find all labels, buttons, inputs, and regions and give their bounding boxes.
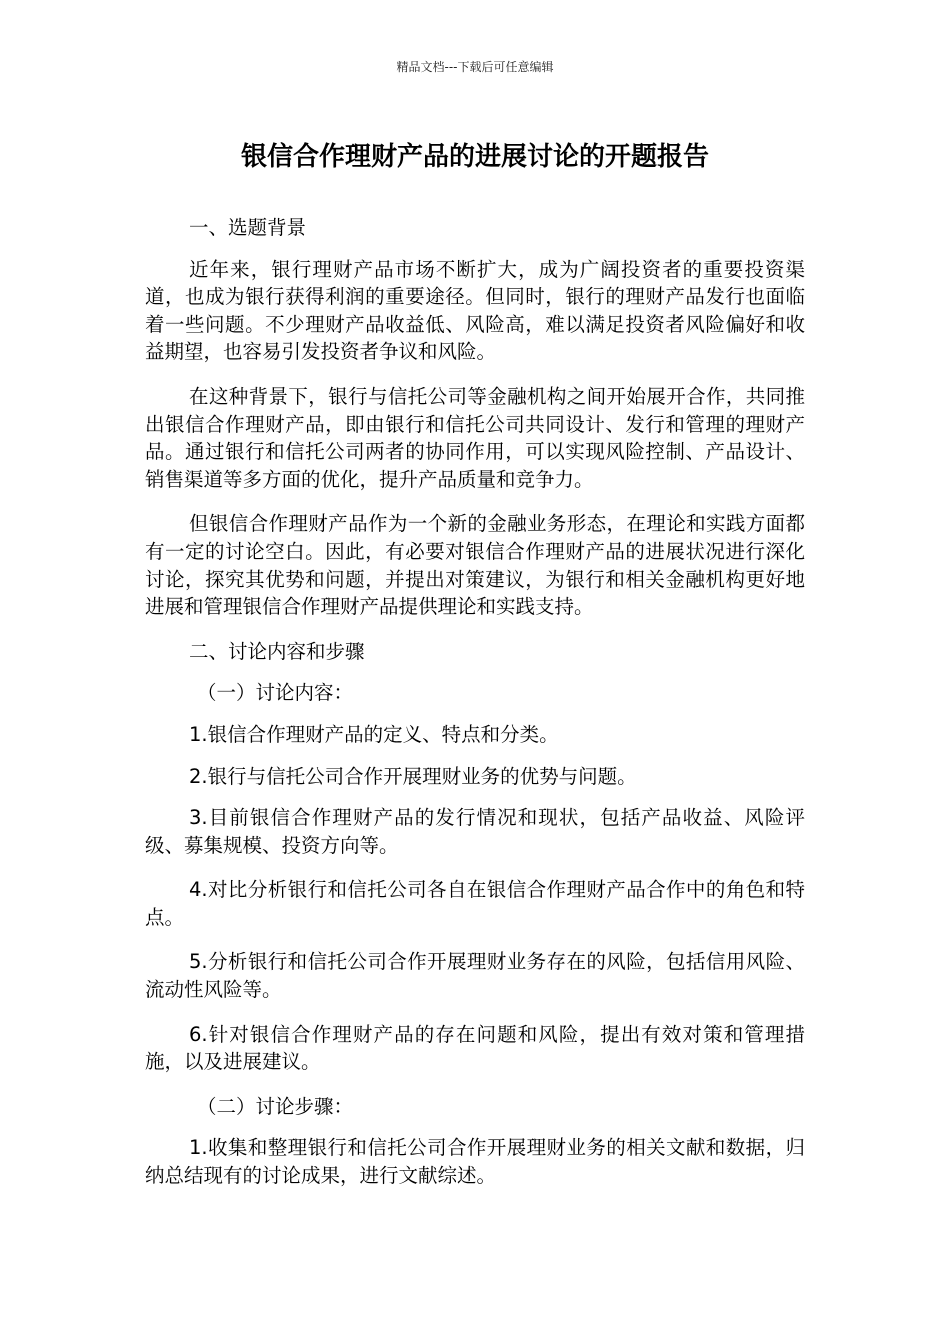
list-item-content-6: 6.针对银信合作理财产品的存在问题和风险，提出有效对策和管理措施，以及进展建议。 xyxy=(145,1022,805,1074)
list-item-content-1: 1.银信合作理财产品的定义、特点和分类。 xyxy=(189,722,559,746)
paragraph-background-3: 但银信合作理财产品作为一个新的金融业务形态，在理论和实践方面都有一定的讨论空白。因此，有必要对银信合作理财产品的进展状况进行深化讨论，探究其优势和问题，并提出对策建议，为银行和相关金融机构更好地进展和管理银信合作理财产品提供理论和实践支持。 xyxy=(145,512,805,619)
list-item-content-2: 2.银行与信托公司合作开展理财业务的优势与问题。 xyxy=(189,764,637,788)
subheading-steps: （二）讨论步骤： xyxy=(197,1094,354,1118)
list-item-content-5: 5.分析银行和信托公司合作开展理财业务存在的风险，包括信用风险、流动性风险等。 xyxy=(145,950,805,1002)
subheading-content: （一）讨论内容： xyxy=(197,681,354,705)
paragraph-background-1: 近年来，银行理财产品市场不断扩大，成为广阔投资者的重要投资渠道，也成为银行获得利润的重要途径。但同时，银行的理财产品发行也面临着一些问题。不少理财产品收益低、风险高，难以满足投资者风险偏好和收益期望，也容易引发投资者争议和风险。 xyxy=(145,257,805,364)
section-heading-background: 一、选题背景 xyxy=(189,216,307,239)
page-header: 精品文档---下载后可任意编辑 xyxy=(396,60,554,74)
list-item-content-3: 3.目前银信合作理财产品的发行情况和现状，包括产品收益、风险评级、募集规模、投资方向等。 xyxy=(145,806,805,857)
section-heading-content-steps: 二、讨论内容和步骤 xyxy=(189,639,365,663)
document-title: 银信合作理财产品的进展讨论的开题报告 xyxy=(240,142,709,172)
document-body xyxy=(145,214,805,1190)
paragraph-background-2: 在这种背景下，银行与信托公司等金融机构之间开始展开合作，共同推出银信合作理财产品，即由银行和信托公司共同设计、发行和管理的理财产品。通过银行和信托公司两者的协同作用，可以实现风险控制、产品设计、销售渠道等多方面的优化，提升产品质量和竞争力。 xyxy=(145,384,805,491)
list-item-content-4: 4.对比分析银行和信托公司各自在银信合作理财产品合作中的角色和特点。 xyxy=(145,878,805,929)
list-item-step-1: 1.收集和整理银行和信托公司合作开展理财业务的相关文献和数据，归纳总结现有的讨论成果，进行文献综述。 xyxy=(145,1136,805,1188)
